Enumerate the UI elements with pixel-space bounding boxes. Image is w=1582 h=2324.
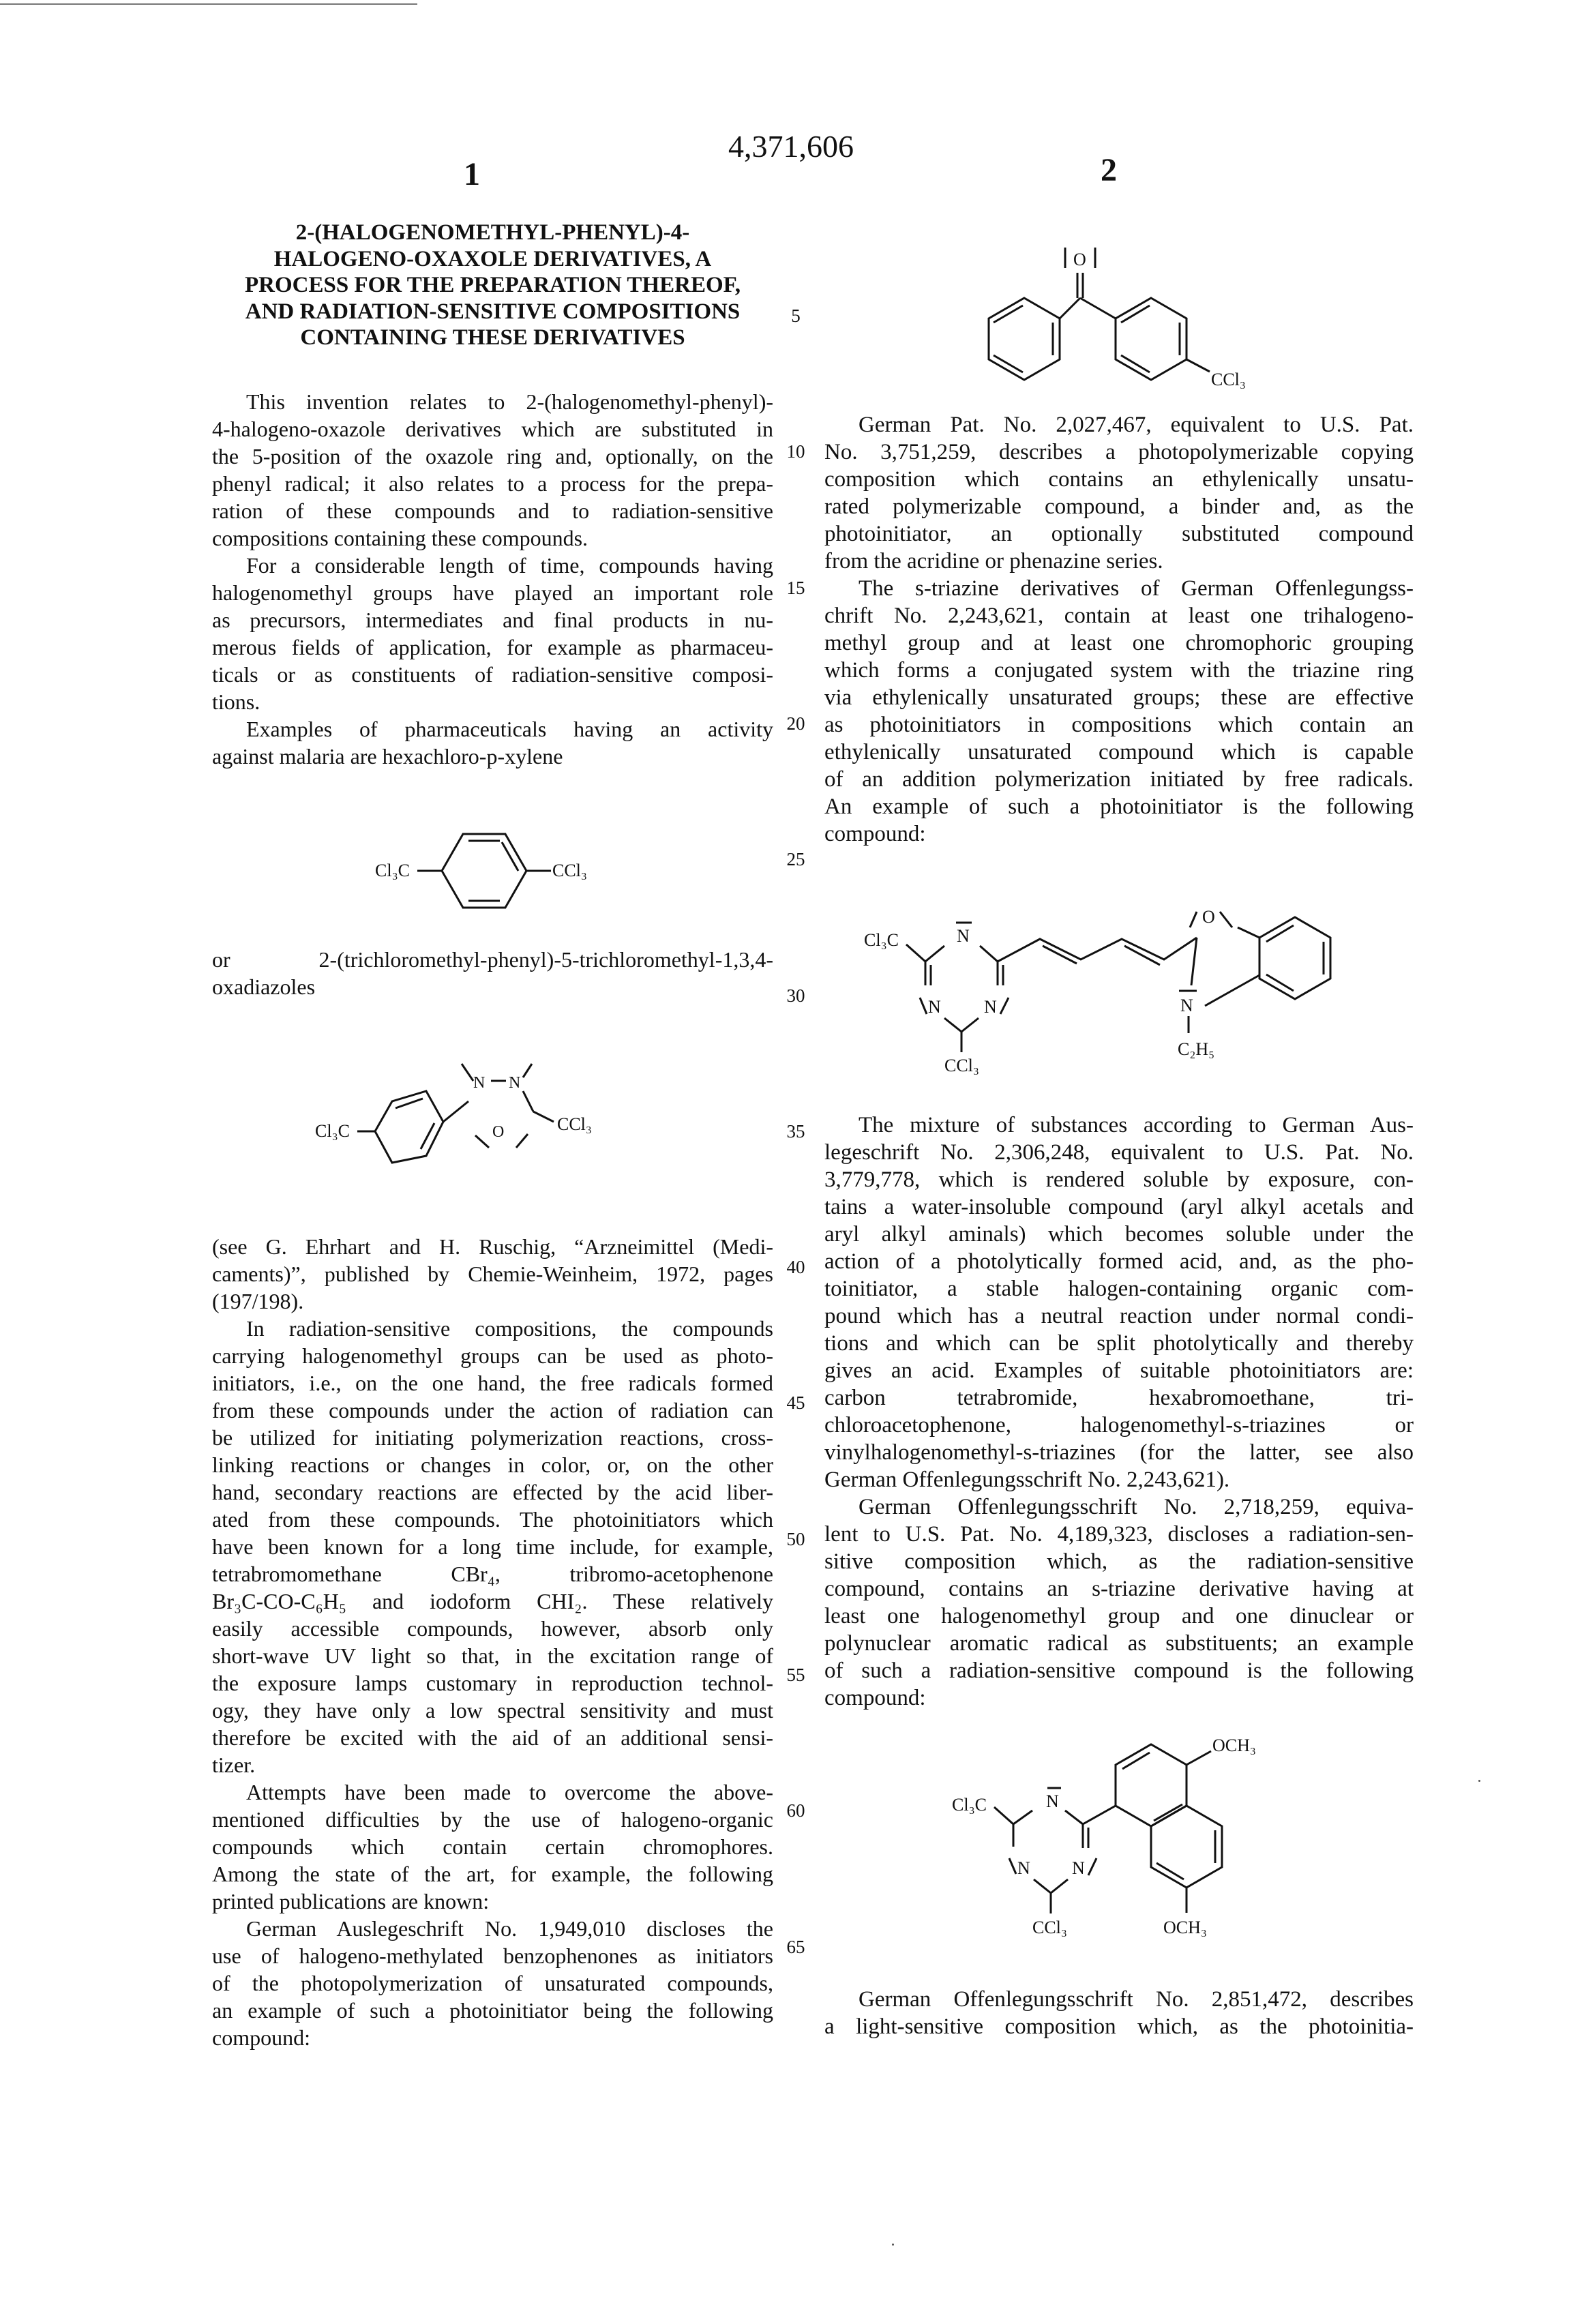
scan-speck <box>1478 1780 1480 1782</box>
structure-label: N <box>1046 1791 1059 1811</box>
text-line: rated polymerizable compound, a binder and, as the <box>824 493 1414 520</box>
text-line: German Offenlegungsschrift No. 2,851,472, describes <box>824 1986 1414 2013</box>
text-line: 3,779,778, which is rendered soluble by exposure, con- <box>824 1166 1414 1193</box>
title-line: HALOGENO-OXAXOLE DERIVATIVES, A <box>212 246 773 273</box>
text-line: phenyl radical; it also relates to a process for the prepa- <box>212 470 773 497</box>
text-line: merous fields of application, for example as pharmaceu- <box>212 634 773 661</box>
hexachloro-p-xylene-structure <box>375 822 600 917</box>
paragraph <box>824 1986 1414 2040</box>
text-line: against malaria are hexachloro-p-xylene <box>212 743 773 770</box>
paragraph <box>824 575 1414 848</box>
text-line: therefore be excited with the aid of an additional sensi- <box>212 1724 773 1751</box>
text-line: 4-halogeno-oxazole derivatives which are substituted in <box>212 415 773 443</box>
paragraph <box>212 388 773 552</box>
patent-title <box>212 220 773 351</box>
benzophenone-structure <box>949 235 1277 399</box>
text-line: easily accessible compounds, however, absorb only <box>212 1615 773 1642</box>
text-line: compound: <box>824 1684 1414 1712</box>
title-line: AND RADIATION-SENSITIVE COMPOSITIONS <box>212 299 773 325</box>
line-number: 35 <box>779 1121 813 1142</box>
text-line: The mixture of substances according to German Aus- <box>824 1112 1414 1139</box>
text-line: the 5-position of the oxazole ring and, optionally, on the <box>212 443 773 470</box>
structure-label: CCl₃ <box>944 1056 979 1075</box>
structure-label: N <box>984 997 997 1017</box>
text-line: hand, secondary reactions are effected by the acid liber- <box>212 1478 773 1506</box>
text-line: ration of these compounds and to radiation-sensitive <box>212 497 773 524</box>
text-line: German Pat. No. 2,027,467, equivalent to U.S. Pat. <box>824 411 1414 438</box>
text-line: have been known for a long time include, for example, <box>212 1533 773 1560</box>
text-line: (see G. Ehrhart and H. Ruschig, “Arzneimittel (Medi- <box>212 1233 773 1260</box>
column-number-left: 1 <box>451 155 492 193</box>
text-line: aryl alkyl aminals) which becomes soluble under the <box>824 1221 1414 1248</box>
structure-label: Cl₃C <box>315 1121 350 1141</box>
text-line: Attempts have been made to overcome the above- <box>212 1778 773 1806</box>
line-number: 10 <box>779 441 813 462</box>
text-line: (197/198). <box>212 1287 773 1315</box>
line-number: 65 <box>779 1937 813 1958</box>
text-line: action of a photolytically formed acid, and, as the pho- <box>824 1248 1414 1275</box>
text-line: an example of such a photoinitiator being the following <box>212 1997 773 2024</box>
right-column-section-1 <box>824 411 1414 848</box>
paragraph <box>824 1493 1414 1712</box>
text-line: initiators, i.e., on the one hand, the free radicals formed <box>212 1369 773 1397</box>
text-line: compound: <box>824 820 1414 848</box>
structure-label: CCl₃ <box>552 861 587 880</box>
text-line: compositions containing these compounds. <box>212 524 773 552</box>
text-line: halogenomethyl groups have played an important role <box>212 579 773 606</box>
text-line: No. 3,751,259, describes a photopolymerizable copying <box>824 438 1414 466</box>
text-line: chrift No. 2,243,621, contain at least one trihalogeno- <box>824 602 1414 629</box>
text-line: of such a radiation-sensitive compound is the following <box>824 1657 1414 1684</box>
structure-label: C₂H₅ <box>1178 1039 1214 1059</box>
structure-label: N <box>1017 1858 1030 1878</box>
patent-number: 4,371,606 <box>723 128 859 164</box>
structure-label: N <box>957 926 970 946</box>
structure-label: N <box>1072 1858 1085 1878</box>
paragraph <box>212 1233 773 1315</box>
paragraph <box>212 552 773 715</box>
text-line: caments)”, published by Chemie-Weinheim, 1972, pages <box>212 1260 773 1287</box>
text-line: compound: <box>212 2024 773 2051</box>
paragraph <box>212 946 773 1000</box>
text-line: a light-sensitive composition which, as the photoinitia- <box>824 2013 1414 2040</box>
text-line: toinitiator, a stable halogen-containing organic com- <box>824 1275 1414 1302</box>
text-line: carbon tetrabromide, hexabromoethane, tri- <box>824 1384 1414 1412</box>
text-line: sitive composition which, as the radiation-sensitive <box>824 1548 1414 1575</box>
text-line: oxadiazoles <box>212 973 773 1000</box>
text-line: compounds which contain certain chromophores. <box>212 1833 773 1860</box>
structure-label: Cl₃C <box>375 861 410 880</box>
structure-label: CCl₃ <box>1211 370 1246 389</box>
text-line: In radiation-sensitive compositions, the compounds <box>212 1315 773 1342</box>
text-line: German Offenlegungsschrift No. 2,243,621). <box>824 1466 1414 1493</box>
title-line: PROCESS FOR THE PREPARATION THEREOF, <box>212 272 773 299</box>
text-line: ticals or as constituents of radiation-sensitive composi- <box>212 661 773 688</box>
line-number: 55 <box>779 1665 813 1686</box>
text-line: lent to U.S. Pat. No. 4,189,323, discloses a radiation-sen- <box>824 1521 1414 1548</box>
column-number-right: 2 <box>1088 151 1129 189</box>
title-line: 2-(HALOGENOMETHYL-PHENYL)-4- <box>212 220 773 246</box>
text-line: composition which contains an ethylenically unsatu- <box>824 466 1414 493</box>
paragraph <box>824 1112 1414 1493</box>
text-line: Examples of pharmaceuticals having an activity <box>212 715 773 743</box>
text-line: as photoinitiators in compositions which contain an <box>824 711 1414 739</box>
right-column-section-2 <box>824 1112 1414 1712</box>
text-line: vinylhalogenomethyl-s-triazines (for the latter, see also <box>824 1439 1414 1466</box>
text-line: chloroacetophenone, halogenomethyl-s-triazines or <box>824 1412 1414 1439</box>
text-line: legeschrift No. 2,306,248, equivalent to U.S. Pat. No. <box>824 1139 1414 1166</box>
paragraph <box>824 411 1414 575</box>
text-line: German Auslegeschrift No. 1,949,010 discloses the <box>212 1915 773 1942</box>
text-line: ethylenically unsaturated compound which is capable <box>824 739 1414 766</box>
triazine-naphthyl-structure <box>952 1725 1307 1964</box>
line-number: 50 <box>779 1529 813 1550</box>
structure-label: O <box>492 1123 504 1141</box>
structure-label: OCH₃ <box>1163 1918 1207 1937</box>
structure-label: N <box>509 1074 520 1092</box>
text-line: Br₃C-CO-C₆H₅ and iodoform CHI₂. These relatively <box>212 1588 773 1615</box>
text-line: of the photopolymerization of unsaturated compounds, <box>212 1969 773 1997</box>
text-line: tizer. <box>212 1751 773 1778</box>
text-line: which forms a conjugated system with the triazine ring <box>824 657 1414 684</box>
text-line: of an addition polymerization initiated by free radicals. <box>824 766 1414 793</box>
text-line: ated from these compounds. The photoinitiators which <box>212 1506 773 1533</box>
paragraph <box>212 1915 773 2051</box>
text-line: For a considerable length of time, compounds having <box>212 552 773 579</box>
text-line: printed publications are known: <box>212 1888 773 1915</box>
paragraph <box>212 715 773 770</box>
right-column-section-3 <box>824 1986 1414 2040</box>
structure-label: CCl₃ <box>557 1114 592 1134</box>
text-line: or 2-(trichloromethyl-phenyl)-5-trichloromethyl-1,3,4- <box>212 946 773 973</box>
text-line: polynuclear aromatic radical as substituents; an example <box>824 1630 1414 1657</box>
text-line: This invention relates to 2-(halogenomethyl-phenyl)- <box>212 388 773 415</box>
text-line: methyl group and at least one chromophoric grouping <box>824 629 1414 657</box>
text-line: tetrabromomethane CBr₄, tribromo-acetophenone <box>212 1560 773 1588</box>
text-line: use of halogeno-methylated benzophenones as initiators <box>212 1942 773 1969</box>
text-line: mentioned difficulties by the use of halogeno-organic <box>212 1806 773 1833</box>
text-line: gives an acid. Examples of suitable photoinitiators are: <box>824 1357 1414 1384</box>
line-number: 45 <box>779 1392 813 1414</box>
structure-label: Cl₃C <box>864 930 899 950</box>
text-line: German Offenlegungsschrift No. 2,718,259, equiva- <box>824 1493 1414 1521</box>
text-line: tions. <box>212 688 773 715</box>
triazine-vinyl-structure <box>864 897 1396 1094</box>
text-line: from these compounds under the action of radiation can <box>212 1397 773 1424</box>
text-line: as precursors, intermediates and final products in nu- <box>212 606 773 634</box>
structure-label: Cl₃C <box>952 1795 987 1815</box>
text-line: from the acridine or phenazine series. <box>824 548 1414 575</box>
left-column-section-3 <box>212 1233 773 2051</box>
structure-label: N <box>473 1074 485 1092</box>
text-line: tions and which can be split photolytically and thereby <box>824 1330 1414 1357</box>
structure-label: N <box>1180 996 1193 1015</box>
structure-label: OCH₃ <box>1212 1735 1256 1755</box>
text-line: Among the state of the art, for example, the following <box>212 1860 773 1888</box>
top-rule <box>0 3 417 5</box>
text-line: be utilized for initiating polymerization reactions, cross- <box>212 1424 773 1451</box>
text-line: An example of such a photoinitiator is the following <box>824 793 1414 820</box>
text-line: short-wave UV light so that, in the excitation range of <box>212 1642 773 1669</box>
line-number: 20 <box>779 713 813 734</box>
title-line: CONTAINING THESE DERIVATIVES <box>212 325 773 351</box>
structure-label: N <box>928 997 941 1017</box>
structure-label: O <box>1202 907 1215 927</box>
text-line: carrying halogenomethyl groups can be used as photo- <box>212 1342 773 1369</box>
paragraph <box>212 1315 773 1778</box>
left-column-section-1 <box>212 388 773 770</box>
text-line: least one halogenomethyl group and one dinuclear or <box>824 1603 1414 1630</box>
line-number: 40 <box>779 1257 813 1278</box>
text-line: tains a water-insoluble compound (aryl alkyl acetals and <box>824 1193 1414 1221</box>
text-line: ogy, they have only a low spectral sensitivity and must <box>212 1697 773 1724</box>
line-number: 30 <box>779 985 813 1007</box>
text-line: the exposure lamps customary in reproduction technol- <box>212 1669 773 1697</box>
line-number: 15 <box>779 578 813 599</box>
oxadiazole-structure <box>315 1054 615 1176</box>
text-line: The s-triazine derivatives of German Offenlegungss- <box>824 575 1414 602</box>
line-number: 60 <box>779 1800 813 1821</box>
text-line: pound which has a neutral reaction under normal condi- <box>824 1302 1414 1330</box>
text-line: compound, contains an s-triazine derivative having at <box>824 1575 1414 1603</box>
text-line: linking reactions or changes in color, or, on the other <box>212 1451 773 1478</box>
text-line: photoinitiator, an optionally substituted compound <box>824 520 1414 548</box>
structure-label: O <box>1073 250 1086 269</box>
structure-label: CCl₃ <box>1032 1918 1067 1937</box>
text-line: via ethylenically unsaturated groups; these are effective <box>824 684 1414 711</box>
line-number: 5 <box>779 306 813 327</box>
line-number: 25 <box>779 849 813 870</box>
paragraph <box>212 1778 773 1915</box>
left-column-section-2 <box>212 946 773 1000</box>
scan-speck <box>892 2244 894 2246</box>
